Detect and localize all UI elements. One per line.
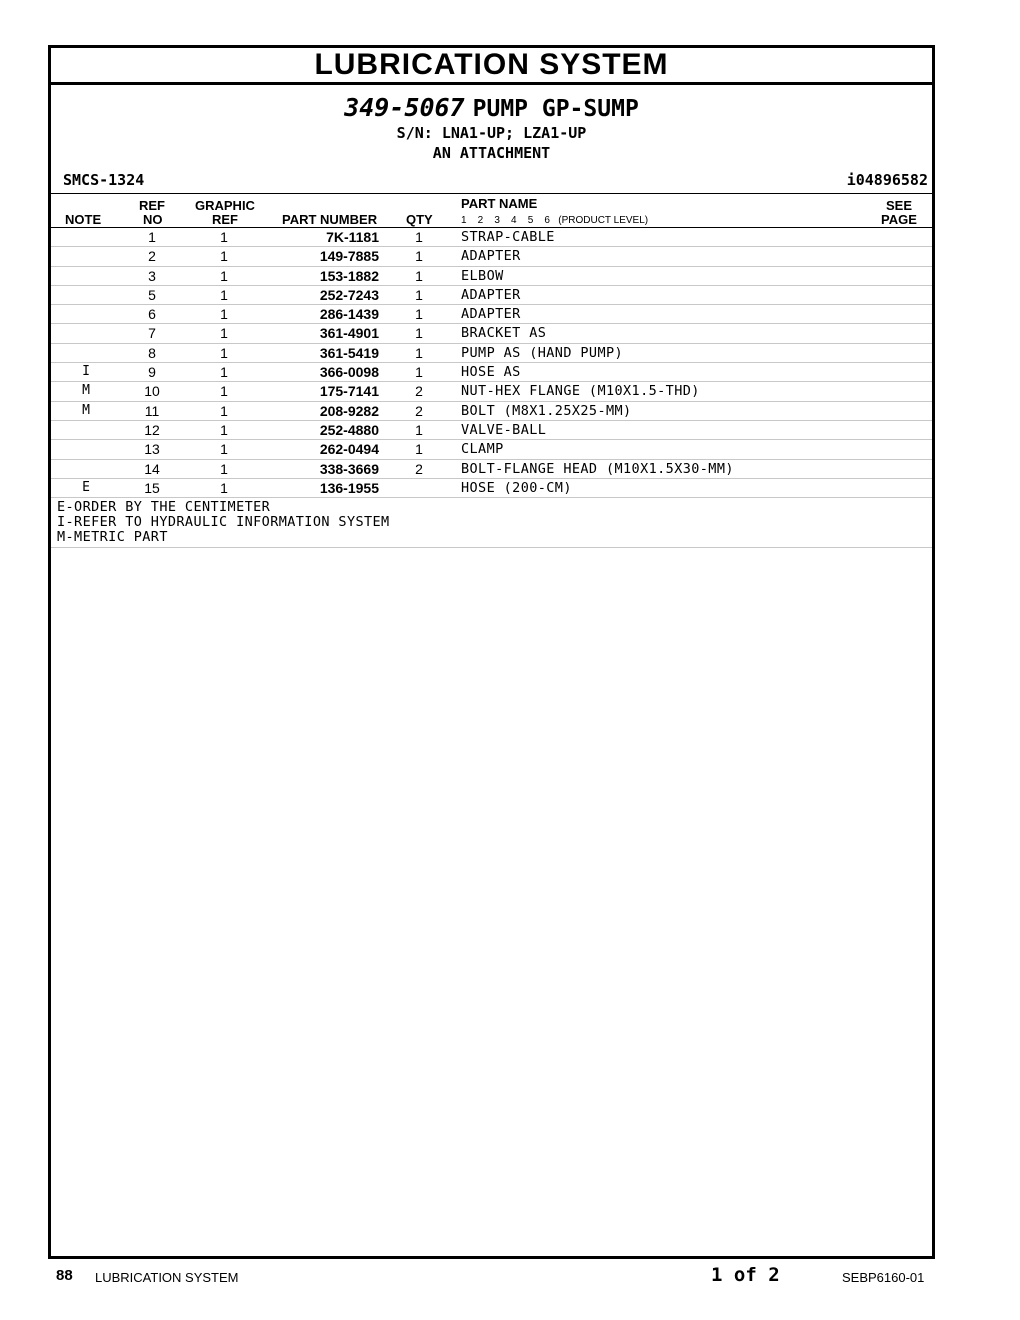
qty-cell: 2 xyxy=(415,460,423,477)
qty-cell: 1 xyxy=(415,248,423,265)
table-row xyxy=(51,228,932,247)
part-name-cell: ADAPTER xyxy=(461,306,521,323)
part-number-cell: 252-7243 xyxy=(319,286,379,303)
table-row xyxy=(51,267,932,286)
id-row xyxy=(51,169,932,191)
table-row xyxy=(51,479,932,498)
attachment-type: AN ATTACHMENT xyxy=(432,144,551,162)
table-header xyxy=(51,194,932,227)
col-part-name: PART NAME xyxy=(461,196,538,211)
ref-no-cell: 7 xyxy=(148,325,156,342)
note-cell: I xyxy=(82,364,90,380)
ref-no-cell: 2 xyxy=(148,248,156,265)
note-line: I-REFER TO HYDRAULIC INFORMATION SYSTEM xyxy=(57,514,390,531)
col-see-top: SEE xyxy=(886,198,913,213)
col-part-number: PART NUMBER xyxy=(282,212,378,227)
notes-block xyxy=(51,498,932,548)
ref-no-cell: 12 xyxy=(144,421,160,438)
ref-no-cell: 10 xyxy=(144,383,160,400)
col-ref-bottom: NO xyxy=(143,212,163,227)
part-name-cell: ADAPTER xyxy=(461,286,521,303)
graphic-ref-cell: 1 xyxy=(220,344,228,361)
page-footer xyxy=(0,1262,1020,1290)
part-name-cell: ADAPTER xyxy=(461,248,521,265)
ref-no-cell: 8 xyxy=(148,344,156,361)
section-title: LUBRICATION SYSTEM xyxy=(51,48,932,85)
part-name-cell: BOLT (M8X1.25X25-MM) xyxy=(461,402,632,419)
graphic-ref-cell: 1 xyxy=(220,421,228,438)
table-row xyxy=(51,402,932,421)
graphic-ref-cell: 1 xyxy=(220,460,228,477)
graphic-ref-cell: 1 xyxy=(220,479,228,496)
part-name-cell: VALVE-BALL xyxy=(461,421,547,438)
ref-no-cell: 9 xyxy=(148,364,156,381)
col-qty: QTY xyxy=(406,212,433,227)
part-number-cell: 7K-1181 xyxy=(326,229,379,245)
col-ref-top: REF xyxy=(139,198,165,213)
part-number-cell: 262-0494 xyxy=(319,441,379,458)
smcs-code: SMCS-1324 xyxy=(63,171,145,189)
ref-no-cell: 3 xyxy=(148,267,156,284)
footer-page-number: 88 xyxy=(56,1267,73,1284)
graphic-ref-cell: 1 xyxy=(220,325,228,342)
qty-cell: 1 xyxy=(415,306,423,323)
graphic-ref-cell: 1 xyxy=(220,267,228,284)
part-name-cell: STRAP-CABLE xyxy=(461,229,555,245)
ref-no-cell: 15 xyxy=(144,479,160,496)
part-number-cell: 286-1439 xyxy=(319,306,379,323)
part-name-cell: BOLT-FLANGE HEAD (M10X1.5X30-MM) xyxy=(461,460,734,477)
part-number-cell: 175-7141 xyxy=(319,383,379,400)
part-number-cell: 338-3669 xyxy=(319,460,379,477)
part-number-cell: 149-7885 xyxy=(319,248,379,265)
qty-cell: 1 xyxy=(415,267,423,284)
footer-document-id: SEBP6160-01 xyxy=(842,1270,925,1285)
note-line: E-ORDER BY THE CENTIMETER xyxy=(57,499,271,516)
col-see-bottom: PAGE xyxy=(881,212,917,227)
part-name-cell: NUT-HEX FLANGE (M10X1.5-THD) xyxy=(461,383,700,400)
ref-no-cell: 5 xyxy=(148,286,156,303)
ref-no-cell: 1 xyxy=(148,229,156,245)
part-number-cell: 136-1955 xyxy=(319,479,379,496)
part-name-cell: CLAMP xyxy=(461,441,504,458)
part-number-cell: 361-4901 xyxy=(319,325,379,342)
group-name: PUMP GP-SUMP xyxy=(472,96,639,122)
table-row xyxy=(51,286,932,305)
table-row xyxy=(51,363,932,382)
graphic-ref-cell: 1 xyxy=(220,364,228,381)
qty-cell: 2 xyxy=(415,383,423,400)
illustration-id: i04896582 xyxy=(846,171,928,189)
graphic-ref-cell: 1 xyxy=(220,306,228,323)
col-graphic-bottom: REF xyxy=(212,212,238,227)
table-row xyxy=(51,247,932,266)
table-row xyxy=(51,440,932,459)
col-graphic-top: GRAPHIC xyxy=(195,198,255,213)
table-row xyxy=(51,305,932,324)
table-row xyxy=(51,382,932,401)
ref-no-cell: 11 xyxy=(144,402,160,419)
part-number-cell: 208-9282 xyxy=(319,402,379,419)
graphic-ref-cell: 1 xyxy=(220,441,228,458)
group-number: 349-5067 xyxy=(344,93,465,122)
ref-no-cell: 13 xyxy=(144,441,160,458)
footer-pager: 1 of 2 xyxy=(711,1264,780,1286)
page-frame xyxy=(48,45,935,1259)
graphic-ref-cell: 1 xyxy=(220,402,228,419)
footer-section: LUBRICATION SYSTEM xyxy=(95,1270,239,1285)
note-cell: E xyxy=(82,479,90,495)
part-number-cell: 361-5419 xyxy=(319,344,379,361)
part-number-cell: 153-1882 xyxy=(319,267,379,284)
part-name-cell: PUMP AS (HAND PUMP) xyxy=(461,344,624,361)
qty-cell: 1 xyxy=(415,286,423,303)
graphic-ref-cell: 1 xyxy=(220,383,228,400)
qty-cell: 1 xyxy=(415,344,423,361)
parts-table-body xyxy=(51,228,932,498)
qty-cell: 1 xyxy=(415,325,423,342)
part-number-cell: 252-4880 xyxy=(319,421,379,438)
note-line: M-METRIC PART xyxy=(57,529,168,546)
ref-no-cell: 14 xyxy=(144,460,160,477)
table-row xyxy=(51,460,932,479)
part-name-cell: BRACKET AS xyxy=(461,325,547,342)
graphic-ref-cell: 1 xyxy=(220,248,228,265)
table-row xyxy=(51,324,932,343)
ref-no-cell: 6 xyxy=(148,306,156,323)
qty-cell: 1 xyxy=(415,364,423,381)
table-row xyxy=(51,421,932,440)
graphic-ref-cell: 1 xyxy=(220,229,228,245)
part-name-cell: HOSE AS xyxy=(461,364,521,381)
part-name-cell: ELBOW xyxy=(461,267,504,284)
col-note: NOTE xyxy=(65,212,102,227)
table-row xyxy=(51,344,932,363)
qty-cell: 1 xyxy=(415,421,423,438)
qty-cell: 2 xyxy=(415,402,423,419)
part-number-cell: 366-0098 xyxy=(319,364,379,381)
group-header xyxy=(51,93,932,163)
note-cell: M xyxy=(82,402,90,418)
qty-cell: 1 xyxy=(415,229,423,245)
part-name-cell: HOSE (200-CM) xyxy=(461,479,572,496)
serial-range: S/N: LNA1-UP; LZA1-UP xyxy=(396,124,587,142)
note-cell: M xyxy=(82,383,90,399)
graphic-ref-cell: 1 xyxy=(220,286,228,303)
col-product-level: 1 2 3 4 5 6 (PRODUCT LEVEL) xyxy=(461,215,649,226)
qty-cell: 1 xyxy=(415,441,423,458)
group-title-line xyxy=(51,93,932,123)
